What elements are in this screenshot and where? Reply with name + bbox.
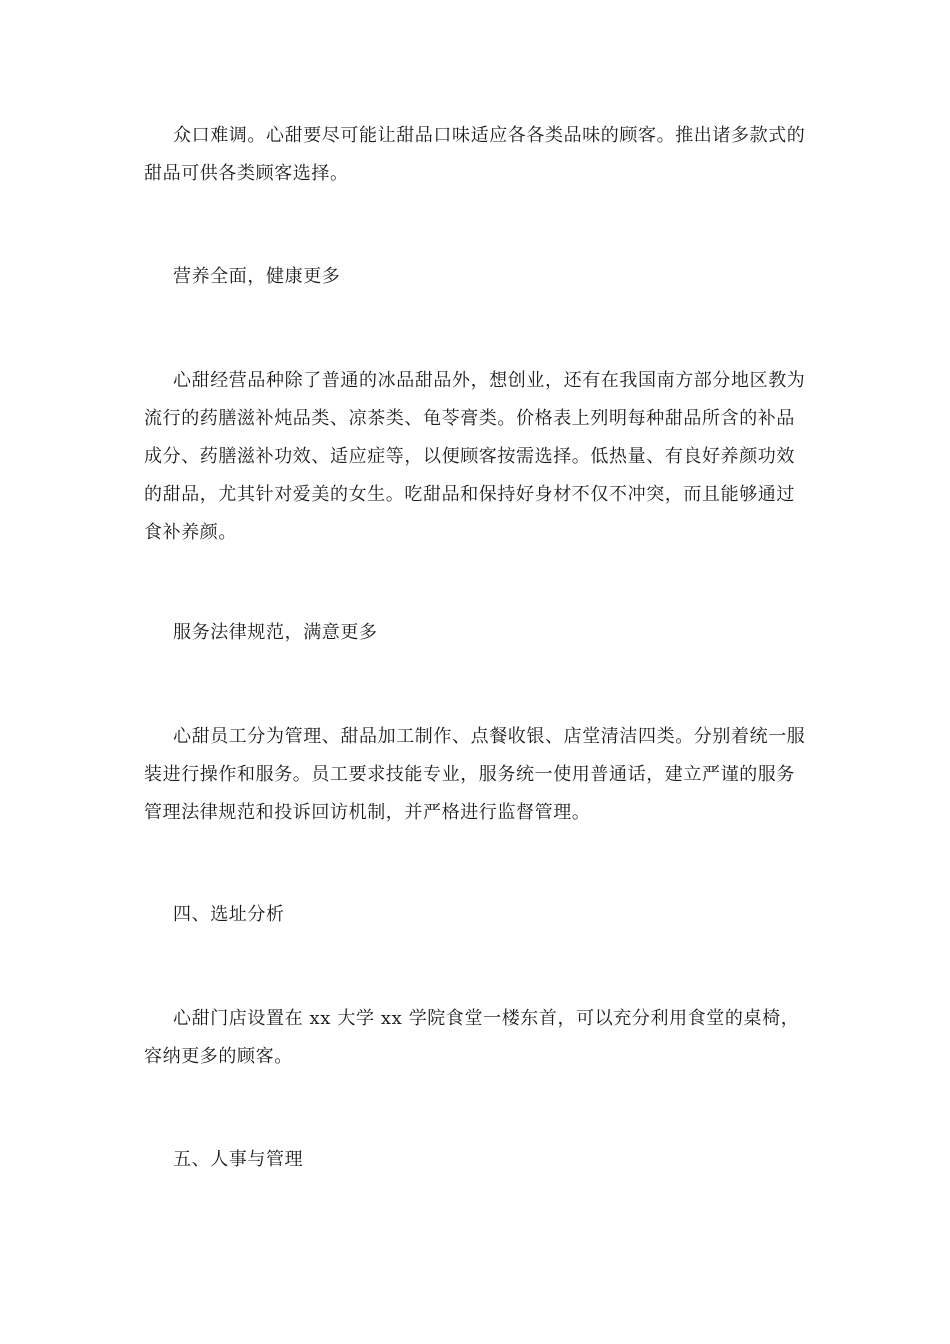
heading-location: 四、选址分析 [173,904,285,925]
paragraph-location: 心甜门店设置在 xx 大学 xx 学院食堂一楼东首，可以充分利用食堂的桌椅，容纳更多的顾客。 [144,1008,800,1067]
paragraph-staff: 心甜员工分为管理、甜品加工制作、点餐收银、店堂清洁四类。分别着统一服装进行操作和服务。员工要求技能专业，服务统一使用普通话，建立严谨的服务管理法律规范和投诉回访机制，并严格进行监督管理。 [144,726,806,823]
heading-nutrition: 营养全面，健康更多 [173,266,341,287]
paragraph-products: 心甜经营品种除了普通的冰品甜品外，想创业，还有在我国南方部分地区教为流行的药膳滋补炖品类、凉茶类、龟苓膏类。价格表上列明每种甜品所含的补品成分、药膳滋补功效、适应症等，以便顾客按需选择。低热量、有良好养颜功效的甜品，尤其针对爱美的女生。吃甜品和保持好身材不仅不冲突，而且能够通过食补养颜。 [144,370,806,543]
heading-service: 服务法律规范，满意更多 [173,622,378,643]
paragraph-taste: 众口难调。心甜要尽可能让甜品口味适应各各类品味的顾客。推出诸多款式的甜品可供各类顾客选择。 [144,125,806,184]
heading-personnel: 五、人事与管理 [173,1149,304,1170]
